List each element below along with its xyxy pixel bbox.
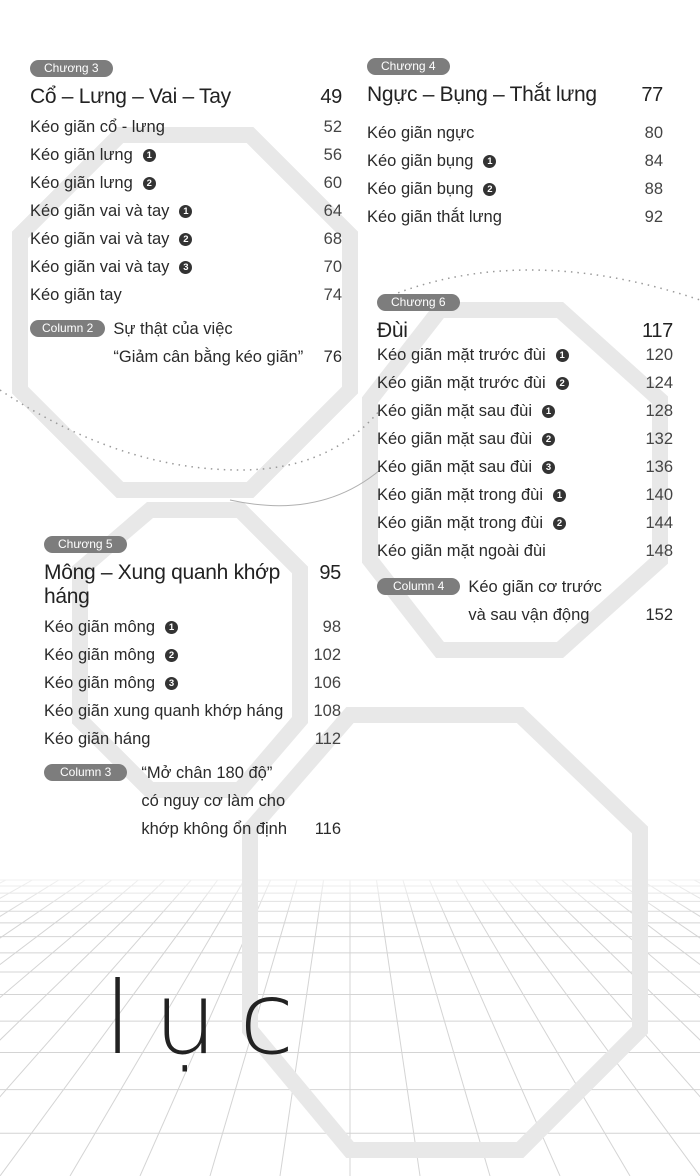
toc-entry[interactable]	[367, 147, 663, 175]
toc-entry-page: 148	[645, 542, 673, 560]
toc-entry-label: Kéo giãn vai và tay	[30, 202, 170, 220]
toc-entry-label: Kéo giãn vai và tay	[30, 258, 170, 276]
toc-entry[interactable]	[367, 119, 663, 147]
chapter-3-section	[30, 59, 342, 371]
part-number-badge: 2	[165, 649, 178, 662]
toc-entry[interactable]	[30, 197, 342, 225]
toc-entry-page: 80	[644, 124, 663, 142]
toc-entry-page: 52	[323, 118, 342, 136]
chapter-4-title: Ngực – Bụng – Thắt lưng	[367, 83, 597, 106]
chapter-3-tag: Chương 3	[30, 60, 113, 77]
toc-entry-label: Kéo giãn mặt trong đùi	[377, 514, 544, 532]
toc-entry[interactable]	[377, 369, 673, 397]
chapter-4-tag: Chương 4	[367, 58, 450, 75]
toc-entry-page: 84	[644, 152, 663, 170]
toc-entry-page: 70	[323, 258, 342, 276]
toc-entry-label: Kéo giãn xung quanh khớp háng	[44, 702, 284, 720]
toc-entry[interactable]	[377, 425, 673, 453]
toc-entry-label: Kéo giãn cổ - lưng	[30, 118, 165, 136]
part-number-badge: 1	[483, 155, 496, 168]
toc-entry-page: 98	[322, 618, 341, 636]
toc-entry-label: Kéo giãn mặt trước đùi	[377, 374, 546, 392]
toc-entry-page: 68	[323, 230, 342, 248]
toc-entry-label: Kéo giãn ngực	[367, 124, 475, 142]
part-number-badge: 1	[553, 489, 566, 502]
toc-entry-label: Kéo giãn vai và tay	[30, 230, 170, 248]
column-3-line3: khớp không ổn định	[141, 820, 288, 838]
part-number-badge: 2	[179, 233, 192, 246]
column-3-tag: Column 3	[44, 764, 127, 781]
toc-entry-label: Kéo giãn lưng	[30, 146, 133, 164]
column-4-entry[interactable]	[377, 573, 673, 629]
toc-entry[interactable]	[44, 697, 341, 725]
toc-entry-page: 102	[313, 646, 341, 664]
part-number-badge: 1	[165, 621, 178, 634]
toc-entry[interactable]	[377, 341, 673, 369]
toc-entry-page: 88	[644, 180, 663, 198]
toc-entry-page: 144	[645, 514, 673, 532]
chapter-4-page: 77	[641, 84, 663, 106]
chapter-4-section	[367, 57, 663, 231]
chapter-6-section	[377, 293, 673, 629]
toc-entry-page: 124	[645, 374, 673, 392]
part-number-badge: 2	[143, 177, 156, 190]
part-number-badge: 3	[179, 261, 192, 274]
toc-entry-page: 56	[323, 146, 342, 164]
toc-entry[interactable]	[30, 113, 342, 141]
column-2-line1: Sự thật của việc	[113, 320, 233, 338]
chapter-5-page: 95	[319, 562, 341, 584]
chapter-5-heading[interactable]	[44, 561, 341, 609]
part-number-badge: 3	[542, 461, 555, 474]
chapter-5-title: Mông – Xung quanh khớp háng	[44, 561, 281, 608]
toc-entry[interactable]	[30, 253, 342, 281]
part-number-badge: 1	[556, 349, 569, 362]
column-3-page: 116	[314, 820, 341, 838]
column-4-page: 152	[645, 606, 673, 624]
toc-entry-label: Kéo giãn mặt trong đùi	[377, 486, 544, 504]
part-number-badge: 2	[556, 377, 569, 390]
toc-entry[interactable]	[30, 169, 342, 197]
toc-entry-label: Kéo giãn mặt sau đùi	[377, 458, 533, 476]
chapter-3-heading[interactable]	[30, 85, 342, 109]
toc-entry[interactable]	[377, 537, 673, 565]
chapter-5-tag: Chương 5	[44, 536, 127, 553]
toc-entry[interactable]	[44, 669, 341, 697]
toc-entry-page: 128	[645, 402, 673, 420]
column-3-line1: “Mở chân 180 độ”	[141, 764, 273, 782]
big-title: lục	[104, 960, 317, 1077]
toc-entry-page: 108	[313, 702, 341, 720]
toc-entry-page: 60	[323, 174, 342, 192]
chapter-3-page: 49	[320, 86, 342, 108]
toc-entry-page: 106	[313, 674, 341, 692]
part-number-badge: 1	[143, 149, 156, 162]
chapter-6-page: 117	[642, 320, 673, 342]
toc-entry-label: Kéo giãn mặt trước đùi	[377, 346, 546, 364]
toc-entry[interactable]	[44, 613, 341, 641]
toc-entry-label: Kéo giãn lưng	[30, 174, 133, 192]
column-4-line2: và sau vận động	[468, 606, 590, 624]
toc-entry-label: Kéo giãn mông	[44, 618, 155, 636]
toc-entry-label: Kéo giãn mặt sau đùi	[377, 402, 533, 420]
toc-entry-label: Kéo giãn mặt sau đùi	[377, 430, 533, 448]
toc-entry[interactable]	[44, 641, 341, 669]
toc-entry[interactable]	[367, 203, 663, 231]
toc-entry-page: 136	[645, 458, 673, 476]
toc-entry[interactable]	[367, 175, 663, 203]
toc-entry[interactable]	[377, 509, 673, 537]
toc-entry[interactable]	[44, 725, 341, 753]
toc-entry[interactable]	[30, 141, 342, 169]
chapter-3-title: Cổ – Lưng – Vai – Tay	[30, 85, 231, 108]
column-2-entry[interactable]	[30, 315, 342, 371]
chapter-6-title: Đùi	[377, 319, 408, 342]
part-number-badge: 2	[542, 433, 555, 446]
part-number-badge: 2	[483, 183, 496, 196]
column-2-page: 76	[323, 348, 342, 366]
toc-entry[interactable]	[30, 281, 342, 309]
toc-entry-page: 64	[323, 202, 342, 220]
column-3-line2: có nguy cơ làm cho	[141, 792, 286, 810]
toc-entry-label: Kéo giãn tay	[30, 286, 122, 304]
column-2-line2: “Giảm cân bằng kéo giãn”	[113, 348, 304, 366]
toc-entry-page: 112	[314, 730, 341, 748]
toc-entry-page: 74	[323, 286, 342, 304]
toc-entry-label: Kéo giãn mông	[44, 646, 155, 664]
part-number-badge: 1	[179, 205, 192, 218]
part-number-badge: 2	[553, 517, 566, 530]
column-4-tag: Column 4	[377, 578, 460, 595]
toc-entry-label: Kéo giãn bụng	[367, 152, 474, 170]
toc-entry-page: 120	[645, 346, 673, 364]
toc-entry-page: 132	[645, 430, 673, 448]
chapter-4-heading[interactable]	[367, 83, 663, 107]
chapter-6-heading[interactable]	[377, 319, 673, 343]
part-number-badge: 1	[542, 405, 555, 418]
column-4-line1: Kéo giãn cơ trước	[468, 578, 602, 596]
part-number-badge: 3	[165, 677, 178, 690]
chapter-6-tag: Chương 6	[377, 294, 460, 311]
toc-entry[interactable]	[377, 481, 673, 509]
toc-entry-label: Kéo giãn háng	[44, 730, 151, 748]
toc-entry-label: Kéo giãn thắt lưng	[367, 208, 502, 226]
toc-entry-label: Kéo giãn mặt ngoài đùi	[377, 542, 546, 560]
toc-entry-page: 92	[644, 208, 663, 226]
toc-entry-label: Kéo giãn mông	[44, 674, 155, 692]
chapter-5-section	[44, 535, 341, 843]
toc-entry-label: Kéo giãn bụng	[367, 180, 474, 198]
column-2-tag: Column 2	[30, 320, 105, 337]
column-3-entry[interactable]	[44, 759, 341, 843]
toc-entry[interactable]	[30, 225, 342, 253]
toc-entry[interactable]	[377, 453, 673, 481]
toc-entry[interactable]	[377, 397, 673, 425]
toc-entry-page: 140	[645, 486, 673, 504]
